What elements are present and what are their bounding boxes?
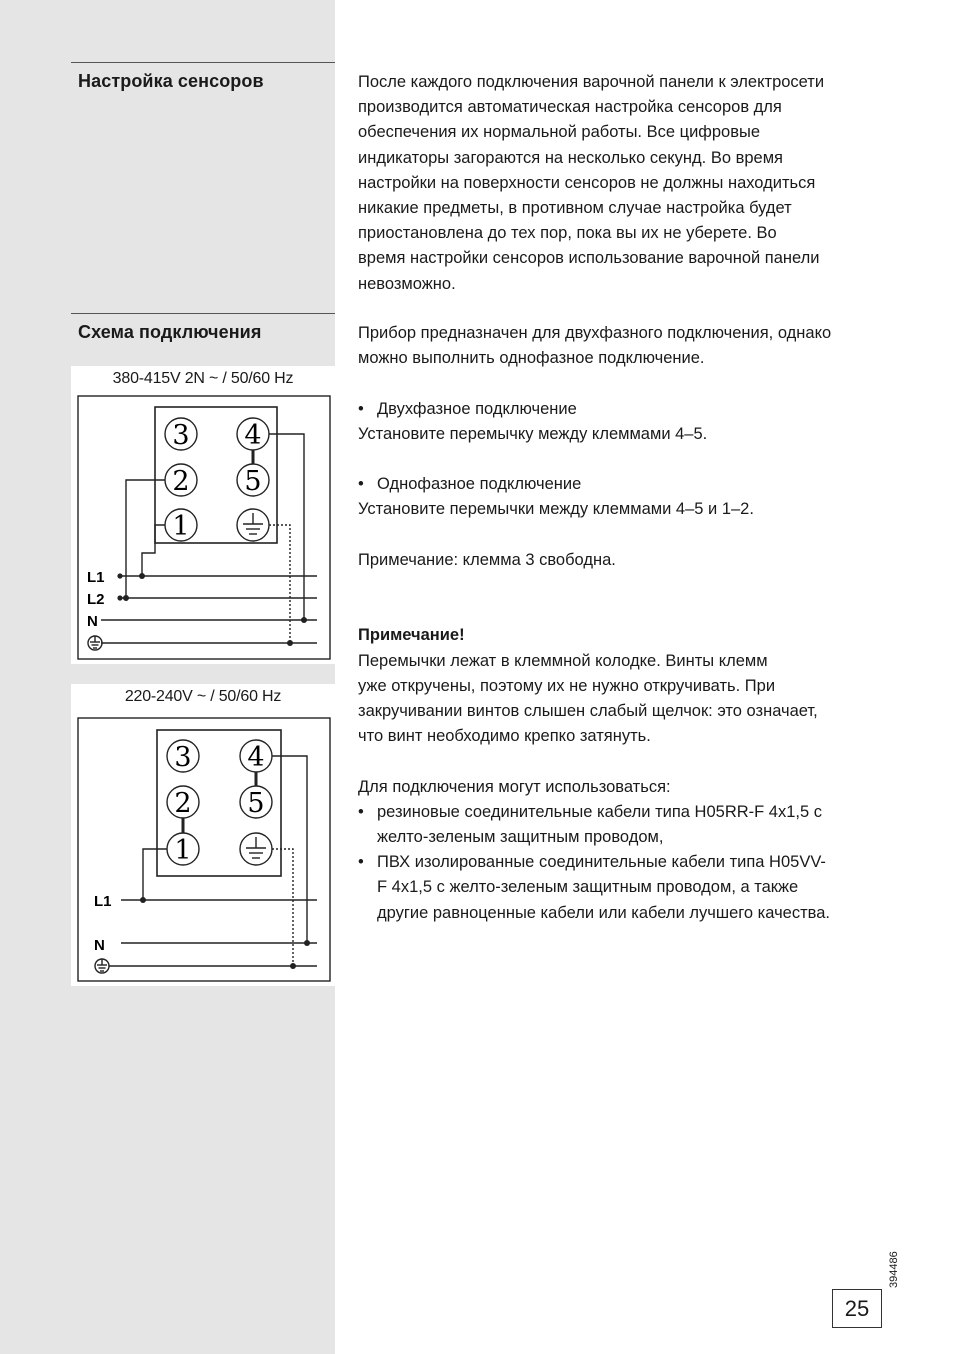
text-line: производится автоматическая настройка сенсоров для — [358, 98, 782, 117]
document-number: 394486 — [888, 1251, 900, 1288]
text-line: индикаторы загораются на несколько секунд. Во время — [358, 148, 783, 167]
terminal-1-label: 1 — [174, 835, 192, 866]
wire-terminal-2-to-l2 — [126, 480, 165, 598]
page-number: 25 — [832, 1289, 882, 1328]
wire-terminal-1-to-l1 — [142, 525, 165, 576]
junction-dot — [304, 940, 310, 946]
wire-terminal-1-to-l1 — [143, 849, 167, 900]
terminal-note: Примечание: клемма 3 свободна. — [358, 550, 616, 569]
one-phase-bullet: Однофазное подключение — [377, 475, 582, 494]
label-n: N — [94, 937, 105, 954]
junction-dot — [301, 617, 307, 623]
terminal-4-label: 4 — [247, 742, 265, 773]
junction-dot — [287, 640, 293, 646]
section-divider — [71, 313, 335, 314]
wire-earth — [272, 849, 293, 966]
text-line: Перемычки лежат в клеммной колодке. Винты клемм — [358, 651, 768, 670]
text-line: Установите перемычки между клеммами 4–5 и 1–2. — [358, 500, 754, 519]
bullet-item: • Двухфазное подключение — [358, 399, 577, 418]
two-phase-schematic — [71, 366, 335, 664]
text-line: никакие предметы, в противном случае настройка будет — [358, 199, 792, 218]
terminal-3-label: 3 — [174, 742, 192, 773]
text-line: Прибор предназначен для двухфазного подключения, однако — [358, 324, 832, 342]
label-l1: L1 — [87, 569, 105, 586]
text-line: время настройки сенсоров использование варочной панели — [358, 249, 820, 268]
sensors-heading: Настройка сенсоров — [78, 71, 264, 91]
cable-bullet: • резиновые соединительные кабели типа H05RR-F 4x1,5 с — [358, 802, 823, 821]
junction-dot — [140, 897, 146, 903]
text-line: уже откручены, поэтому их не нужно откручивать. При — [358, 676, 776, 695]
label-n: N — [87, 613, 98, 630]
cable-bullet: • ПВХ изолированные соединительные кабели типа H05VV- — [358, 853, 826, 872]
terminal-3-label: 3 — [172, 420, 190, 451]
terminal-1-label: 1 — [172, 511, 190, 542]
one-phase-voltage: 220-240V ~ / 50/60 Hz — [124, 688, 282, 705]
terminal-2-label: 2 — [172, 466, 190, 497]
terminal-5-label: 5 — [244, 466, 262, 497]
text-line: что винт необходимо крепко затянуть. — [358, 727, 651, 746]
text-line: приостановлена до тех пор, пока вы их не уберете. Во — [358, 224, 777, 243]
junction-dot — [123, 595, 129, 601]
cables-intro: Для подключения могут использоваться: — [358, 777, 671, 796]
text-line: можно выполнить однофазное подключение. — [358, 349, 705, 368]
two-phase-diagram — [71, 366, 335, 664]
two-phase-bullet: Двухфазное подключение — [377, 399, 577, 418]
sidebar-background — [0, 0, 335, 1354]
junction-dot — [139, 573, 145, 579]
text-line: закручивании винтов слышен слабый щелчок: это означает, — [358, 701, 818, 720]
label-l2: L2 — [87, 591, 105, 608]
terminal-2-label: 2 — [174, 788, 192, 819]
text-line: Установите перемычку между клеммами 4–5. — [358, 424, 708, 443]
text-line: настройки на поверхности сенсоров не должны находиться — [358, 173, 816, 192]
terminal-5-label: 5 — [247, 788, 265, 819]
note-heading: Примечание! — [358, 626, 465, 645]
cable-bullet-cont: желто-зеленым защитным проводом, — [377, 827, 664, 846]
wiring-heading: Схема подключения — [78, 322, 262, 342]
text-line: После каждого подключения варочной панели к электросети — [358, 73, 825, 91]
sensors-body — [358, 70, 888, 297]
text-line: невозможно. — [358, 274, 456, 293]
two-phase-voltage: 380-415V 2N ~ / 50/60 Hz — [112, 370, 294, 387]
one-phase-schematic — [71, 684, 335, 986]
junction-dot — [290, 963, 296, 969]
label-l1: L1 — [94, 893, 112, 910]
terminal-4-label: 4 — [244, 420, 262, 451]
cable-bullet-cont: F 4x1,5 с желто-зеленым защитным проводом, а также — [377, 878, 799, 897]
one-phase-diagram — [71, 684, 335, 986]
cable-bullet-cont: другие равноценные кабели или кабели лучшего качества. — [377, 903, 830, 922]
section-divider — [71, 62, 335, 63]
wire-terminal-4-to-n — [269, 434, 304, 620]
text-line: обеспечения их нормальной работы. Все цифровые — [358, 123, 761, 142]
bullet-item: • Однофазное подключение — [358, 475, 582, 494]
wiring-body — [358, 321, 888, 926]
